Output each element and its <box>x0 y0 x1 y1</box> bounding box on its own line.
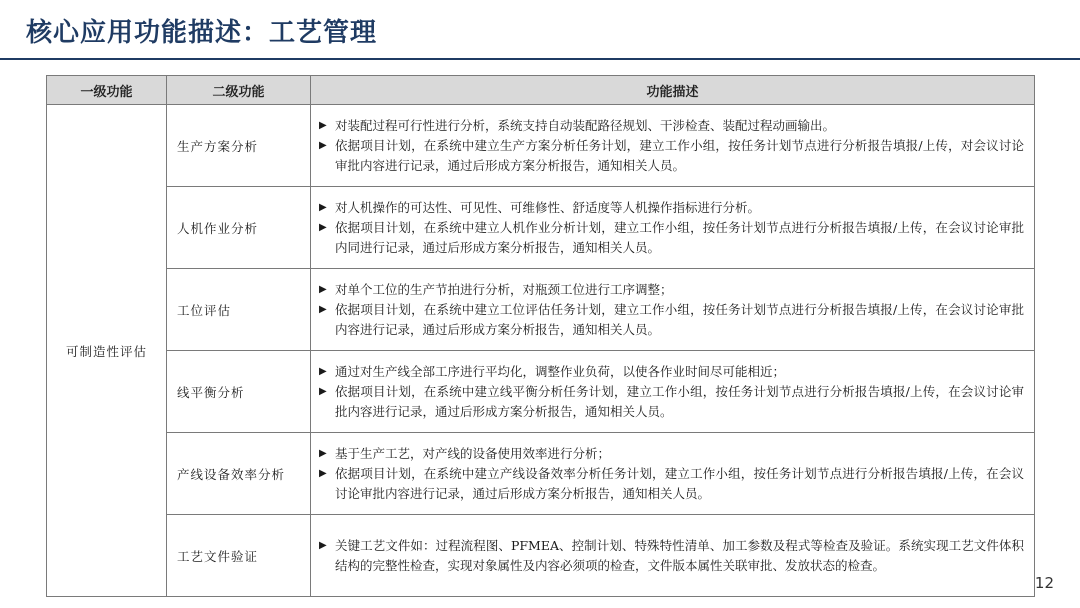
bullet-text: 对装配过程可行性进行分析，系统支持自动装配路径规划、干涉检查、装配过程动画输出。 <box>335 117 836 133</box>
table-row <box>47 515 1035 597</box>
table-row <box>47 433 1035 515</box>
bullet-item <box>319 444 1024 464</box>
level2-cell: 产线设备效率分析 <box>167 433 311 515</box>
level1-cell: 可制造性评估 <box>47 105 167 597</box>
bullet-item <box>319 362 1024 382</box>
table-row <box>47 105 1035 187</box>
bullet-item <box>319 280 1024 300</box>
page-title: 核心应用功能描述：工艺管理 <box>26 18 378 48</box>
bullet-item <box>319 116 1024 136</box>
triangle-right-icon: ▶ <box>319 365 327 377</box>
triangle-right-icon: ▶ <box>319 467 327 479</box>
description-cell <box>311 515 1035 597</box>
level2-cell: 线平衡分析 <box>167 351 311 433</box>
header-level2: 二级功能 <box>167 76 311 105</box>
description-cell <box>311 187 1035 269</box>
bullet-text: 基于生产工艺，对产线的设备使用效率进行分析； <box>335 445 611 461</box>
bullet-item <box>319 198 1024 218</box>
triangle-right-icon: ▶ <box>319 139 327 151</box>
triangle-right-icon: ▶ <box>319 447 327 459</box>
level2-cell: 工艺文件验证 <box>167 515 311 597</box>
triangle-right-icon: ▶ <box>319 201 327 213</box>
bullet-item <box>319 536 1024 576</box>
bullet-item <box>319 382 1024 422</box>
bullet-item <box>319 136 1024 176</box>
header-description: 功能描述 <box>311 76 1035 105</box>
bullet-text: 依据项目计划，在系统中建立产线设备效率分析任务计划，建立工作小组，按任务计划节点进行分析报告填报/上传，在会议讨论审批内容进行记录，通过后形成方案分析报告，通知相关人员。 <box>335 465 1024 501</box>
header-level1: 一级功能 <box>47 76 167 105</box>
level2-cell: 生产方案分析 <box>167 105 311 187</box>
table-row <box>47 187 1035 269</box>
level2-cell: 工位评估 <box>167 269 311 351</box>
page-number: 12 <box>1034 574 1054 592</box>
table-header-row <box>47 76 1035 105</box>
bullet-text: 通过对生产线全部工序进行平均化，调整作业负荷，以使各作业时间尽可能相近； <box>335 363 786 379</box>
triangle-right-icon: ▶ <box>319 283 327 295</box>
bullet-text: 依据项目计划，在系统中建立工位评估任务计划，建立工作小组，按任务计划节点进行分析报告填报/上传，在会议讨论审批内容进行记录，通过后形成方案分析报告，通知相关人员。 <box>335 301 1024 337</box>
bullet-text: 对单个工位的生产节拍进行分析，对瓶颈工位进行工序调整； <box>335 281 673 297</box>
description-cell <box>311 105 1035 187</box>
description-cell <box>311 351 1035 433</box>
bullet-text: 依据项目计划，在系统中建立线平衡分析任务计划，建立工作小组，按任务计划节点进行分析报告填报/上传，在会议讨论审批内容进行记录，通过后形成方案分析报告，通知相关人员。 <box>335 383 1024 419</box>
bullet-text: 依据项目计划，在系统中建立生产方案分析任务计划，建立工作小组，按任务计划节点进行分析报告填报/上传，对会议讨论审批内容进行记录，通过后形成方案分析报告，通知相关人员。 <box>335 137 1024 173</box>
description-cell <box>311 433 1035 515</box>
function-table <box>46 75 1035 597</box>
triangle-right-icon: ▶ <box>319 539 327 551</box>
triangle-right-icon: ▶ <box>319 119 327 131</box>
bullet-item <box>319 464 1024 504</box>
bullet-text: 对人机操作的可达性、可见性、可维修性、舒适度等人机操作指标进行分析。 <box>335 199 761 215</box>
triangle-right-icon: ▶ <box>319 385 327 397</box>
table-row <box>47 351 1035 433</box>
bullet-item <box>319 218 1024 258</box>
bullet-text: 依据项目计划，在系统中建立人机作业分析计划，建立工作小组，按任务计划节点进行分析报告填报/上传，在会议讨论审批内同进行记录，通过后形成方案分析报告，通知相关人员。 <box>335 219 1024 255</box>
triangle-right-icon: ▶ <box>319 221 327 233</box>
triangle-right-icon: ▶ <box>319 303 327 315</box>
bullet-text: 关键工艺文件如：过程流程图、PFMEA、控制计划、特殊特性清单、加工参数及程式等检查及验证。系统实现工艺文件体积结构的完整性检查，实现对象属性及内容必须项的检查，文件版本属性关联审批、发放状态的检查。 <box>335 537 1024 573</box>
level2-cell: 人机作业分析 <box>167 187 311 269</box>
bullet-item <box>319 300 1024 340</box>
title-divider <box>0 58 1080 60</box>
description-cell <box>311 269 1035 351</box>
table-row <box>47 269 1035 351</box>
